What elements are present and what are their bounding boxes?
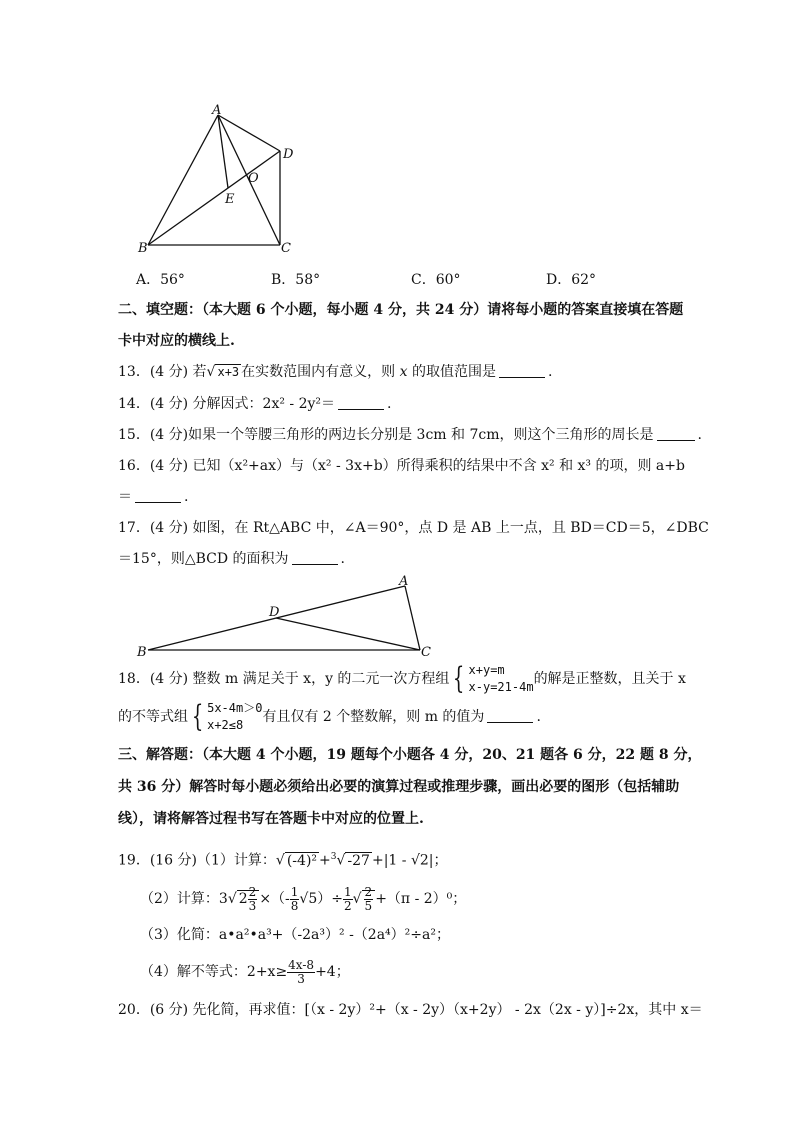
- answer-blank[interactable]: [487, 708, 533, 723]
- question-17-line2: ＝15°，则△BCD 的面积为 .: [118, 551, 345, 567]
- answer-blank[interactable]: [135, 488, 181, 503]
- section3-heading-line3: 线），请将解答过程书写在答题卡中对应的位置上.: [118, 811, 424, 827]
- question-16-line1: 16．(4 分) 已知（x²+ax）与（x² - 3x+b）所得乘积的结果中不含 x² 和 x³ 的项，则 a+b: [118, 458, 685, 474]
- fig17-label-a: A: [399, 574, 409, 589]
- question-14: 14．(4 分) 分解因式：2x² - 2y²＝ .: [118, 396, 392, 412]
- question-13: 13．(4 分) 若√ x+3 在实数范围内有意义，则 x 的取值范围是 .: [118, 364, 553, 380]
- answer-blank[interactable]: [292, 550, 338, 565]
- section3-heading-line2: 共 36 分）解答时每小题必须给出必要的演算过程或推理步骤，画出必要的图形（包括辅助: [118, 779, 680, 795]
- figure-q17: [130, 570, 440, 660]
- fig12-label-c: C: [281, 241, 291, 256]
- fig12-bd: [148, 151, 280, 245]
- fig12-label-e: E: [225, 192, 235, 207]
- figure-q12: [130, 100, 310, 260]
- question-19-part4: （4）解不等式：2+x≥ $\frac{4x-8}{3}$ +4；: [140, 957, 350, 986]
- question-16-line2: ＝ .: [118, 489, 189, 505]
- answer-blank[interactable]: [338, 395, 384, 410]
- fig12-label-o: O: [248, 171, 259, 186]
- fig12-label-a: A: [212, 103, 222, 118]
- section2-heading-line1: 二、填空题：（本大题 6 个小题，每小题 4 分，共 24 分）请将每小题的答案直接填在答题: [118, 302, 684, 318]
- fig17-label-c: C: [421, 645, 431, 660]
- answer-blank[interactable]: [657, 426, 695, 441]
- fig12-label-d: D: [283, 147, 294, 162]
- choice-c: C．60°: [411, 272, 461, 288]
- fig12-label-b: B: [138, 241, 148, 256]
- choice-b: B．58°: [271, 272, 321, 288]
- question-17-line1: 17．(4 分) 如图，在 Rt△ABC 中，∠A＝90°，点 D 是 AB 上一点，且 BD＝CD＝5，∠DBC: [118, 520, 709, 536]
- question-19-part1: 19．(16 分)（1）计算：√ (-4)² +$^3$√ -27 +|1 - √2|；: [118, 852, 448, 869]
- section2-heading-line2: 卡中对应的横线上.: [118, 333, 235, 349]
- choice-d: D．62°: [546, 272, 597, 288]
- fig17-label-d: D: [269, 605, 280, 620]
- question-19-part2: （2）计算：3√ 2 $\frac{2}{3}$ ×（- $\frac{1}{8}$ √5）÷ $\frac{1}{2}$ √ $\frac{2}{5}$ +（π - 2）⁰；: [140, 884, 467, 913]
- fig12-ab: [148, 115, 218, 245]
- fig17-label-b: B: [137, 645, 147, 660]
- answer-blank[interactable]: [499, 363, 545, 378]
- question-18-line2: 的不等式组 { 5x-4m＞0 x+2≤8 有且仅有 2 个整数解，则 m 的值为 .: [118, 699, 541, 734]
- question-19-part3: （3）化简：a•a²•a³+（-2a³）² -（2a⁴）²÷a²；: [140, 927, 450, 943]
- section3-heading-line1: 三、解答题：（本大题 4 个小题，19 题每个小题各 4 分，20、21 题各 6 分，22 题 8 分，: [118, 747, 702, 763]
- question-18-line1: 18．(4 分) 整数 m 满足关于 x，y 的二元一次方程组 { x+y=m x-y=21-4m的解是正整数，且关于 x: [118, 661, 686, 696]
- fig17-ac: [405, 586, 420, 650]
- question-20: 20．(6 分) 先化简，再求值：[（x - 2y）²+（x - 2y）（x+2y） - 2x（2x - y）]÷2x，其中 x＝: [118, 1002, 703, 1018]
- question-15: 15．(4 分)如果一个等腰三角形的两边长分别是 3cm 和 7cm，则这个三角形的周长是 .: [118, 427, 702, 443]
- fig17-dc: [276, 618, 420, 650]
- choice-a: A．56°: [136, 272, 185, 288]
